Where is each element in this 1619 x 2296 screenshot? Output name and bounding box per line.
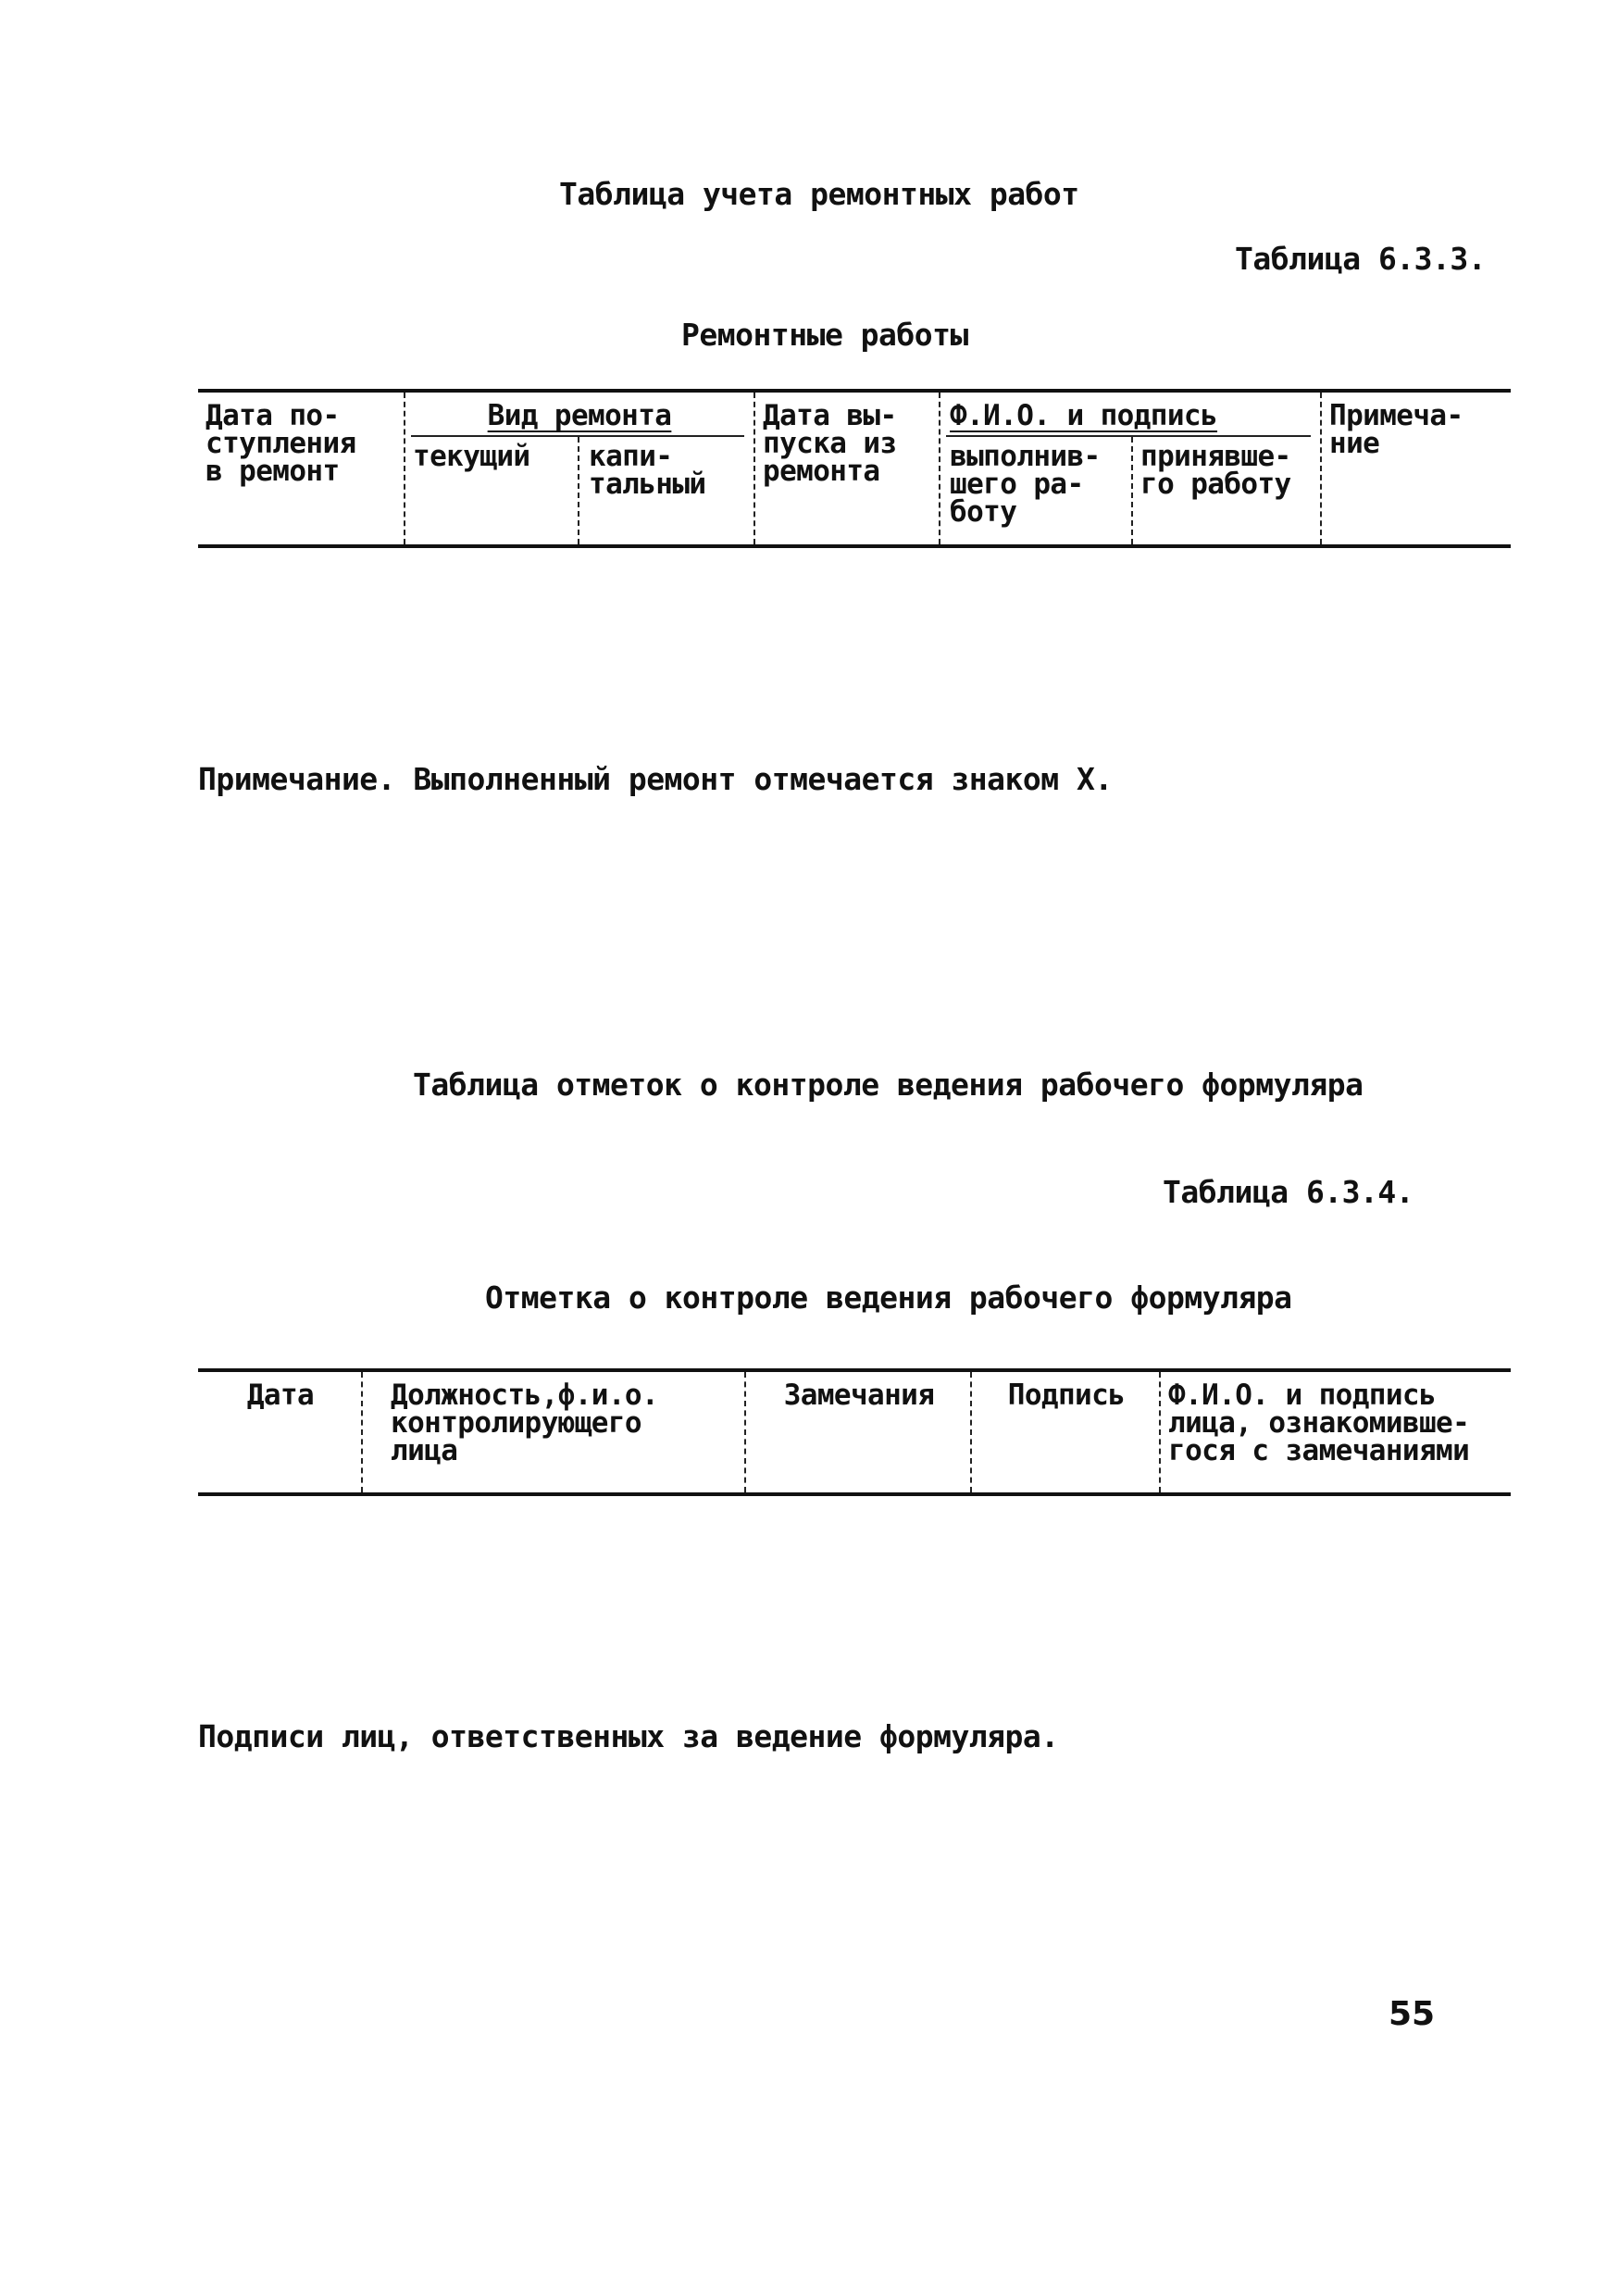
col-remarks: Замечания [744,1372,970,1492]
col-repair-type: Вид ремонта [487,399,672,432]
col-date-in: Дата по- ступления в ремонт [205,399,356,488]
col-signature-title: Ф.И.О. и подпись [950,399,1218,432]
table-caption-repairs: Ремонтные работы [681,317,968,353]
col-date-out: Дата вы- пуска из ремонта [753,393,939,544]
table-heading-repairs: Таблица учета ремонтных работ [559,176,1079,212]
col-sig-acceptor: принявше- го работу [1131,437,1322,544]
repairs-table [198,389,1511,548]
signatures-line: Подписи лиц, ответственных за ведение формуляра. [198,1718,1059,1754]
control-table [198,1368,1511,1496]
col-position: Должность,ф.и.о. контролирующего лица [361,1372,744,1492]
col-signature: Подпись [970,1372,1159,1492]
col-repair-capital: капи- тальный [578,437,755,544]
col-repair-current: текущий [413,440,530,473]
col-repair-type-group [404,393,753,544]
col-acknowledged: Ф.И.О. и подпись лица, ознакомивше- гося с замечаниями [1159,1372,1511,1492]
repairs-footnote: Примечание. Выполненный ремонт отмечается знаком X. [198,761,1113,797]
col-note: Примеча- ние [1320,393,1511,544]
col-sig-performer: выполнив- шего ра- боту [950,440,1101,529]
table-caption-control: Отметка о контроле ведения рабочего формуляра [485,1279,1292,1316]
col-date: Дата [246,1379,315,1412]
col-signature-group [939,393,1320,544]
page-number: 55 [1389,1995,1436,2033]
table-number-633: Таблица 6.3.3. [1235,241,1487,277]
table-number-634: Таблица 6.3.4. [1163,1174,1414,1210]
table-heading-control: Таблица отметок о контроле ведения рабочего формуляра [413,1067,1364,1103]
